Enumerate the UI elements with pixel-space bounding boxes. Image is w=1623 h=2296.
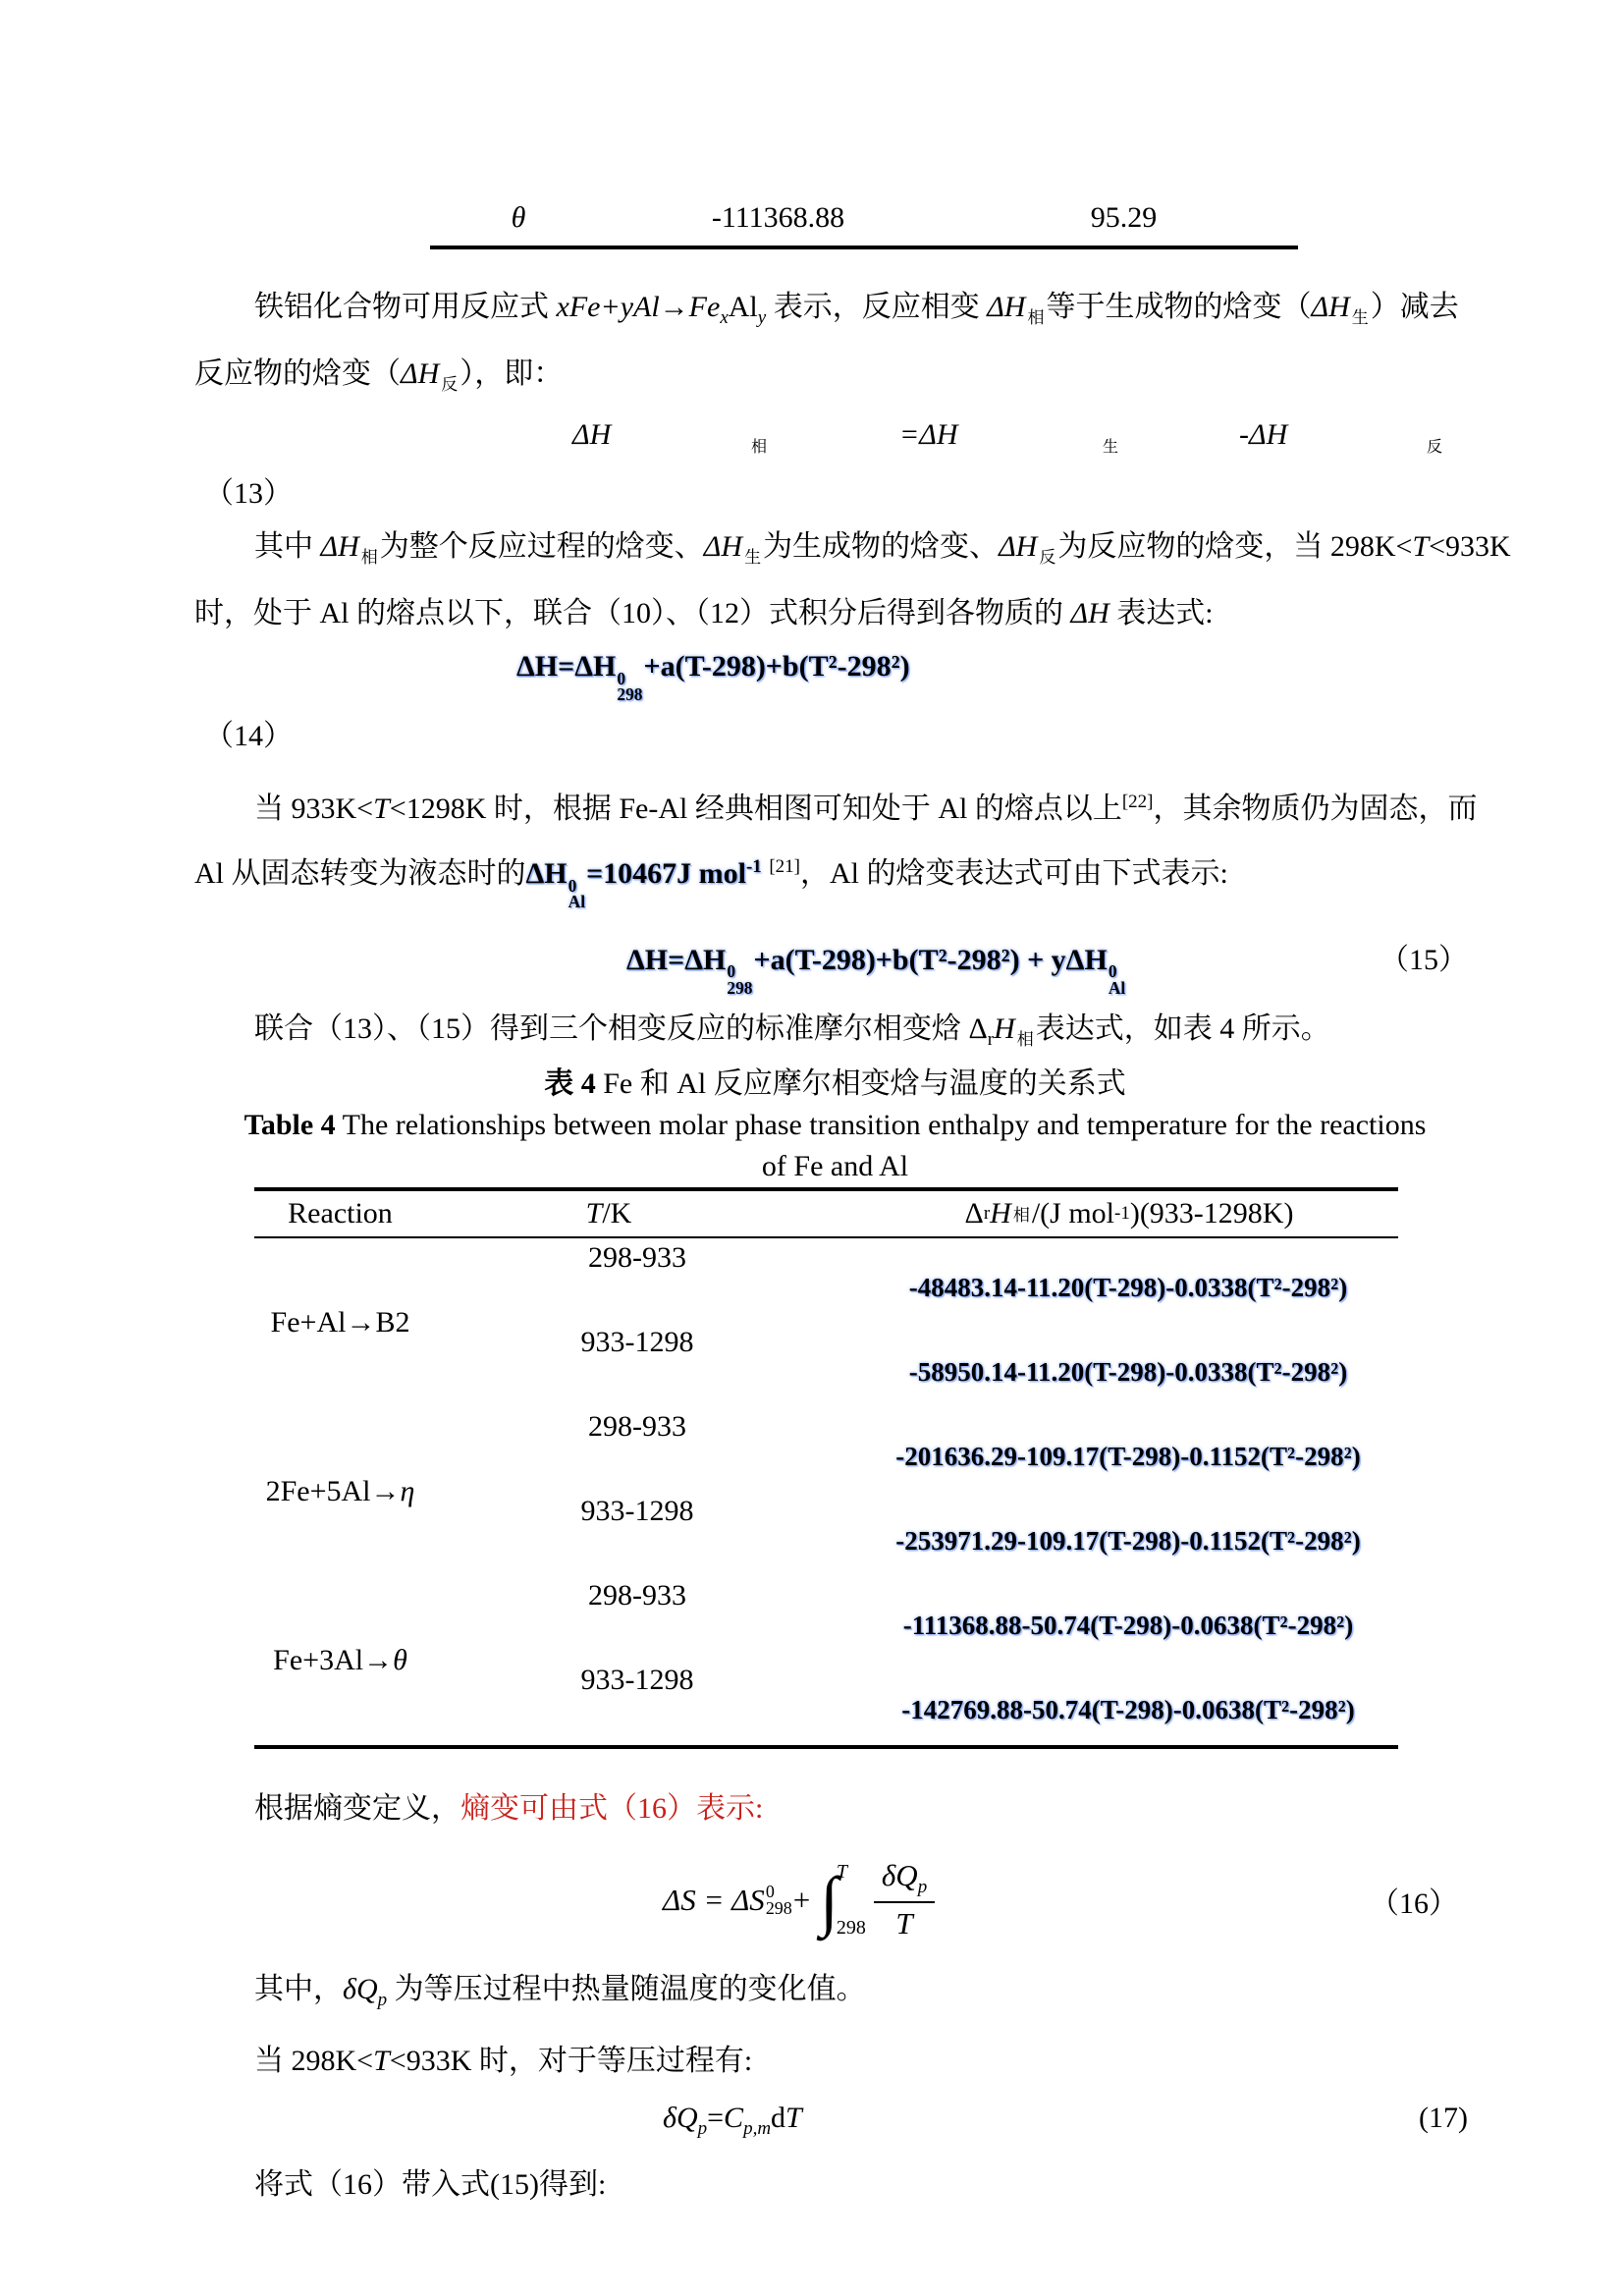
math-run: T — [373, 793, 390, 825]
subscript: p — [697, 2117, 708, 2139]
superscript: 0 — [568, 875, 577, 896]
superscript: -1 — [745, 856, 762, 877]
formula-text: -111368.88-50.74(T-298)-0.0638(T²-298²) — [902, 1610, 1354, 1640]
temp-range: 298-933 — [588, 1409, 686, 1443]
page-content — [194, 0, 1511, 2213]
caption-text: The relationships between molar phase transition enthalpy and temperature for the reactions — [335, 1108, 1427, 1141]
math-run: ΔH — [999, 530, 1038, 563]
math-run: H — [990, 1196, 1011, 1230]
equation-number: （15） — [1380, 943, 1468, 976]
paragraph-4-line-1 — [194, 1001, 1476, 1067]
paragraph-7-line-1 — [194, 2033, 1476, 2089]
text-run: <933K — [1429, 530, 1511, 563]
paragraph-2 — [194, 519, 1511, 641]
cjk-subscript: 反 — [1427, 439, 1443, 456]
integral-lower-limit: 298 — [836, 1916, 866, 1939]
subscript: Al — [568, 892, 586, 912]
table-group-2fe5al-eta — [254, 1407, 1398, 1576]
text-run: ，Al 的焓变表达式可由下式表示: — [799, 857, 1228, 890]
text-run: 铁铝化合物可用反应式 — [254, 291, 557, 323]
paragraph-5-line-1 — [194, 1780, 1476, 1836]
math-run: ΔH — [1070, 597, 1109, 629]
previous-table-last-row — [430, 198, 1298, 249]
equation-17-row — [194, 2091, 1476, 2146]
formula-cell — [819, 1661, 1398, 1745]
equation-15-row — [194, 934, 1476, 998]
math-run: d — [771, 2101, 786, 2134]
math-run: =10467J mol — [586, 857, 746, 890]
text-run: 当 933K< — [254, 793, 374, 825]
math-run: ΔH=ΔH — [626, 943, 727, 976]
text-run: 为生成物的焓变、 — [763, 530, 1000, 563]
equation-13 — [194, 412, 1476, 462]
temp-range: 298-933 — [588, 1578, 686, 1612]
text-run: 表示，反应相变 — [766, 291, 988, 323]
data-table — [254, 1187, 1398, 1749]
temp-range-cell — [426, 1407, 819, 1492]
subscript: p — [917, 1877, 928, 1898]
temp-range: 933-1298 — [580, 1494, 694, 1527]
math-term: -ΔH — [1239, 418, 1288, 451]
math-run: ΔH — [987, 291, 1026, 323]
formula-text: -48483.14-11.20(T-298)-0.0338(T²-298²) — [908, 1272, 1348, 1302]
subscript: 298 — [617, 684, 643, 705]
subscript: p — [377, 1989, 388, 2010]
subscript: Al — [1108, 977, 1126, 998]
table-cell-theta: θ — [511, 201, 526, 234]
cjk-subscript: 生 — [744, 548, 762, 567]
reaction-text: 2Fe+5Al→ — [265, 1474, 401, 1507]
header-cell-enthalpy — [819, 1197, 1398, 1230]
cjk-subscript: 生 — [1351, 308, 1369, 327]
paragraph-1-line-1 — [194, 279, 1476, 346]
integral-sign: ∫ — [820, 1862, 839, 1938]
temp-range-cell — [426, 1576, 819, 1661]
subscript: p,m — [743, 2117, 772, 2139]
header-text: /(J mol — [1031, 1196, 1114, 1230]
temp-range: 933-1298 — [580, 1325, 694, 1358]
reaction-greek: θ — [393, 1643, 407, 1676]
caption-label: Table 4 — [243, 1108, 336, 1141]
paragraph-8-line-1 — [194, 2157, 1476, 2213]
formula-text: -201636.29-109.17(T-298)-0.1152(T²-298²) — [895, 1441, 1361, 1471]
caption-label: 表 4 — [544, 1066, 596, 1100]
text-run: ，其余物质仍为固态，而 — [1153, 793, 1478, 825]
formula-cell — [819, 1407, 1398, 1492]
equation-number: （13） — [204, 477, 293, 510]
stacked-supsub — [765, 1881, 792, 1918]
math-term: ΔH — [572, 418, 612, 451]
paragraph-2-line-1 — [194, 519, 1511, 585]
math-run: ΔH — [320, 530, 359, 563]
formula-cell — [819, 1323, 1398, 1407]
table-cell-enthalpy-value: -111368.88 — [711, 201, 845, 234]
equation-16-row — [194, 1836, 1476, 1964]
reaction-greek: η — [400, 1474, 415, 1507]
reaction-text: Fe+Al→B2 — [270, 1305, 410, 1339]
equation-number: （14） — [204, 720, 293, 752]
subscript: r — [987, 1028, 995, 1050]
citation-superscript: [22] — [1121, 792, 1154, 812]
text-run: <933K 时，对于等压过程有: — [389, 2044, 753, 2077]
temp-range-cell — [426, 1492, 819, 1576]
text-run: ）减去 — [1370, 291, 1459, 323]
subscript: y — [757, 307, 767, 328]
temp-range-cell — [426, 1661, 819, 1745]
superscript: -1 — [1114, 1202, 1130, 1224]
math-run: +a(T-298)+b(T²-298²) — [753, 943, 1020, 976]
fraction-numerator — [874, 1858, 935, 1903]
text-run: 为反应物的焓变，当 298K< — [1057, 530, 1413, 563]
math-run: C — [724, 2101, 744, 2134]
header-text: Reaction — [288, 1196, 393, 1230]
math-run: T — [1412, 530, 1430, 563]
text-run: 当 298K< — [254, 2044, 374, 2077]
text-run: Al 从固态转变为液态时的 — [194, 857, 526, 890]
text-run: 联合（13）、（15）得到三个相变反应的标准摩尔相变焓 Δ — [254, 1011, 988, 1045]
table-cell-entropy-value: 95.29 — [1090, 201, 1158, 234]
math-run: Al — [728, 291, 758, 323]
formula-text: -58950.14-11.20(T-298)-0.0338(T²-298²) — [908, 1356, 1348, 1387]
math-run: ΔH — [703, 530, 743, 563]
math-run: H — [994, 1011, 1015, 1045]
stacked-supsub — [1109, 963, 1125, 996]
table-caption-cn — [194, 1064, 1476, 1105]
cjk-subscript: 相 — [751, 439, 768, 456]
text-run: 将式（16）带入式(15)得到: — [254, 2167, 607, 2201]
superscript: 0 — [617, 668, 626, 688]
header-cell-temperature — [426, 1197, 819, 1230]
caption-text: of Fe and Al — [761, 1149, 909, 1182]
formula-text: -253971.29-109.17(T-298)-0.1152(T²-298²) — [895, 1525, 1361, 1556]
equation-16 — [663, 1858, 935, 1941]
text-run: 其中 — [254, 530, 321, 563]
integral-upper-limit: T — [836, 1860, 848, 1883]
text-run: 其中， — [254, 1972, 343, 2005]
math-run: = — [707, 2101, 725, 2134]
integral-limits — [837, 1861, 866, 1940]
reaction-cell — [254, 1407, 426, 1576]
table-caption-en-line2 — [194, 1146, 1476, 1187]
paragraph-6-line-1 — [194, 1961, 1476, 2028]
paragraph-5 — [194, 1780, 1476, 1836]
text-run: 反应物的焓变（ — [194, 357, 401, 390]
math-run: δQ — [663, 2101, 698, 2134]
paragraph-4 — [194, 1001, 1476, 1067]
cjk-subscript: 相 — [1012, 1206, 1030, 1226]
text-run: 为整个反应过程的焓变、 — [379, 530, 704, 563]
subscript: 298 — [765, 1897, 792, 1918]
inline-equation — [525, 856, 762, 912]
equation-number: (17) — [1419, 2101, 1468, 2134]
math-run: δQ — [881, 1858, 918, 1893]
math-run: + — [792, 1882, 811, 1917]
formula-cell — [819, 1238, 1398, 1323]
stacked-supsub — [727, 963, 752, 996]
table-group-feal-b2 — [254, 1238, 1398, 1407]
text-run: 根据熵变定义， — [254, 1791, 460, 1825]
text-run: 表达式: — [1109, 597, 1214, 629]
fraction — [874, 1858, 935, 1941]
math-run: Δ — [964, 1196, 984, 1230]
temp-range-cell — [426, 1238, 819, 1323]
formula-cell — [819, 1576, 1398, 1661]
math-term: =ΔH — [899, 418, 958, 451]
math-run: xFe+yAl→Fe — [556, 291, 721, 323]
cjk-subscript: 反 — [1039, 548, 1056, 567]
reaction-cell — [254, 1576, 426, 1745]
math-run: δQ — [343, 1972, 378, 2005]
cjk-subscript: 反 — [441, 375, 459, 394]
paragraph-3 — [194, 773, 1476, 910]
math-run: +a(T-298)+b(T²-298²) — [643, 650, 910, 683]
math-run: T — [373, 2044, 390, 2077]
temp-range-cell — [426, 1323, 819, 1407]
paragraph-1-line-2 — [194, 346, 1476, 412]
table-caption-en — [194, 1105, 1476, 1146]
cjk-subscript: 相 — [1027, 308, 1045, 327]
paragraph-7 — [194, 2033, 1476, 2089]
equation-number: （16） — [1370, 1886, 1458, 1920]
fraction-denominator: T — [895, 1906, 913, 1941]
text-run: 为等压过程中热量随温度的变化值。 — [387, 1972, 866, 2005]
paragraph-8 — [194, 2157, 1476, 2213]
math-run: ΔH — [525, 857, 568, 890]
superscript: 0 — [765, 1881, 775, 1901]
highlighted-text: 熵变可由式（16）表示: — [460, 1791, 764, 1825]
math-run: ΔH=ΔH — [516, 650, 617, 683]
text-run: 表达式，如表 4 所示。 — [1035, 1011, 1330, 1045]
math-run: ΔH — [401, 357, 440, 390]
superscript: 0 — [1108, 961, 1117, 982]
text-run: ），即： — [460, 357, 564, 390]
formula-text: -142769.88-50.74(T-298)-0.0638(T²-298²) — [901, 1694, 1355, 1724]
math-run: T — [785, 2101, 802, 2134]
subscript: 298 — [727, 977, 753, 998]
paragraph-3-line-2 — [194, 838, 1476, 910]
table-group-fe3al-theta — [254, 1576, 1398, 1745]
formula-cell — [819, 1492, 1398, 1576]
stacked-supsub — [568, 875, 586, 912]
math-run: ΔS = ΔS — [663, 1882, 765, 1917]
citation-superscript: [21] — [769, 856, 800, 877]
cjk-subscript: 相 — [1016, 1029, 1034, 1049]
reaction-text: Fe+3Al→ — [273, 1643, 394, 1676]
equation-14-label — [194, 712, 1476, 761]
equation-14 — [516, 641, 910, 705]
paragraph-2-line-2 — [194, 585, 1476, 641]
paragraph-3-line-1 — [194, 773, 1476, 838]
cjk-subscript: 生 — [1103, 439, 1119, 456]
header-text: )(933-1298K) — [1129, 1196, 1294, 1230]
math-run: + yΔH — [1019, 943, 1108, 976]
header-text: /K — [602, 1196, 632, 1230]
reaction-cell — [254, 1238, 426, 1407]
equation-13-label — [194, 469, 1476, 519]
text-run: <1298K 时，根据 Fe-Al 经典相图可知处于 Al 的熔点以上 — [389, 793, 1122, 825]
text-run: 等于生成物的焓变（ — [1046, 291, 1312, 323]
subscript: r — [983, 1202, 991, 1224]
text-run: 时，处于 Al 的熔点以下，联合（10）、（12）式积分后得到各物质的 — [194, 597, 1071, 629]
paragraph-1 — [194, 279, 1476, 412]
caption-text: Fe 和 Al 反应摩尔相变焓与温度的关系式 — [595, 1066, 1126, 1100]
superscript: 0 — [727, 961, 736, 982]
math-run: ΔH — [1311, 291, 1350, 323]
temp-range: 298-933 — [588, 1240, 686, 1274]
cjk-subscript: 相 — [360, 548, 378, 567]
subscript: x — [720, 307, 729, 328]
paragraph-6 — [194, 1961, 1476, 2028]
temp-range: 933-1298 — [580, 1663, 694, 1696]
equation-17 — [663, 2101, 802, 2139]
math-run: T — [585, 1196, 603, 1230]
header-cell-reaction — [254, 1197, 426, 1230]
table-row — [430, 198, 1298, 238]
equation-15 — [626, 943, 1126, 998]
stacked-supsub — [617, 668, 643, 705]
table-header-row — [254, 1191, 1398, 1238]
